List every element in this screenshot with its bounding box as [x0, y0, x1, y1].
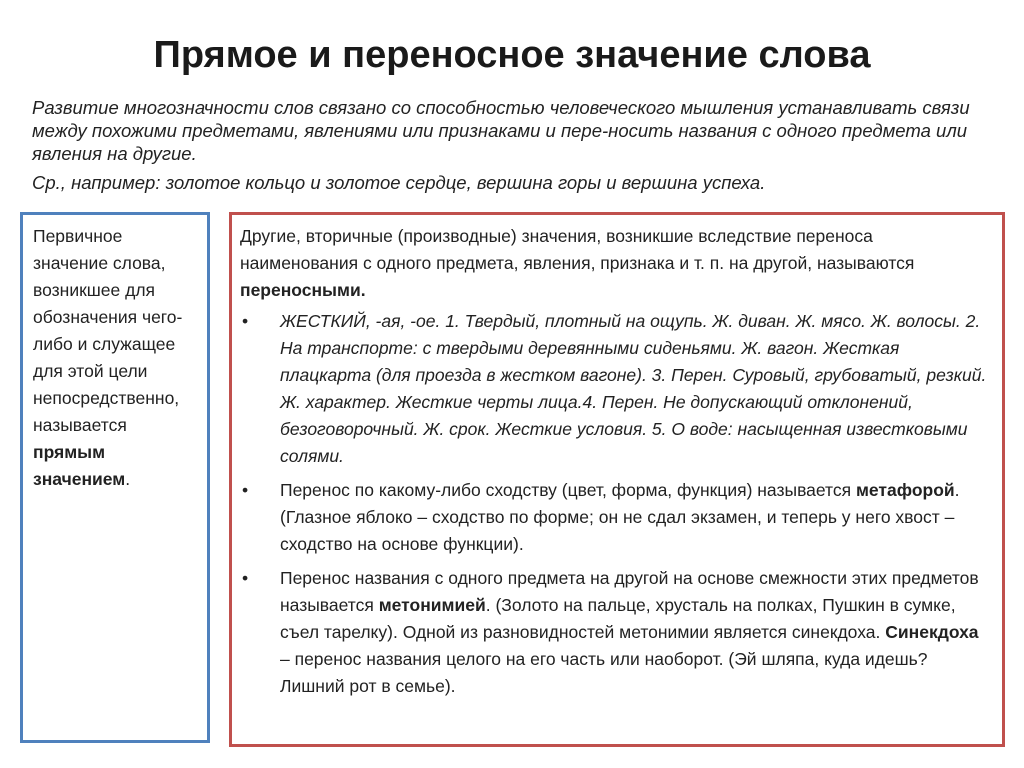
metaphor-term: метафорой [855, 480, 955, 500]
list-item-dictionary-entry [240, 308, 988, 470]
list-item-metonymy [240, 565, 988, 700]
list-item-metaphor [240, 477, 988, 558]
synecdoche-term: Синекдоха [885, 622, 979, 642]
intro-paragraph-2: Ср., например: золотое кольцо и золотое сердце, вершина горы и вершина успеха. [32, 172, 766, 193]
direct-meaning-end: . [125, 469, 131, 489]
metaphor-text-before: Перенос по какому-либо сходству (цвет, форма, функция) называется [280, 480, 852, 500]
metaphor-text-after: . (Глазное яблоко – сходство по форме; он не сдал экзамен, и теперь у него хвост – сходство на основе функции). [280, 480, 960, 554]
examples-list [240, 308, 988, 700]
slide-title: Прямое и переносное значение слова [153, 34, 871, 76]
synecdoche-text-after: – перенос названия целого на его часть или наоборот. (Эй шляпа, куда идешь? Лишний рот в семье). [280, 649, 928, 696]
bullet-icon: • [242, 311, 249, 331]
direct-meaning-text: Первичное значение слова, возникшее для обозначения чего-либо и служащее для этой цели непосредственно, называется [33, 226, 183, 435]
direct-meaning-box [20, 212, 210, 743]
figurative-term: переносными. [240, 280, 366, 300]
metonymy-text-middle: . (Золото на пальце, хрусталь на полках, Пушкин в сумке, съел тарелку). Одной из разновидностей метонимии является синекдоха. [280, 595, 956, 642]
figurative-intro-text: Другие, вторичные (производные) значения, возникшие вследствие переноса наименования с одного предмета, явления, признака и т. п. на другой, называются [240, 226, 915, 273]
bullet-icon: • [242, 568, 249, 588]
intro-text [32, 96, 992, 194]
direct-meaning-term: прямым значением [33, 442, 126, 489]
bullet-icon: • [242, 480, 249, 500]
figurative-meaning-box [229, 212, 1005, 747]
dictionary-entry-text: ЖЕСТКИЙ, -ая, -ое. 1. Твердый, плотный на ощупь. Ж. диван. Ж. мясо. Ж. волосы. 2. На транспорте: с твердыми деревянными сиденьями. Ж. вагон. Жесткая плацкарта (для проезда в жестком вагоне). 3. Перен. Суровый, грубоватый, резкий. Ж. характер. Жесткие черты лица.4. Перен. Не допускающий отклонений, безоговорочный. Ж. срок. Жесткие условия. 5. О воде: насыщенная известковыми солями. [280, 311, 987, 466]
metonymy-text-before: Перенос названия с одного предмета на другой на основе смежности этих предметов называется [280, 568, 979, 615]
figurative-intro [240, 223, 988, 304]
intro-paragraph-1: Развитие многозначности слов связано со способностью человеческого мышления устанавливать связи между похожими предметами, явлениями или признаками и пере-носить названия с одного предмета или явления на другие. [32, 97, 970, 164]
metonymy-term: метонимией [378, 595, 486, 615]
